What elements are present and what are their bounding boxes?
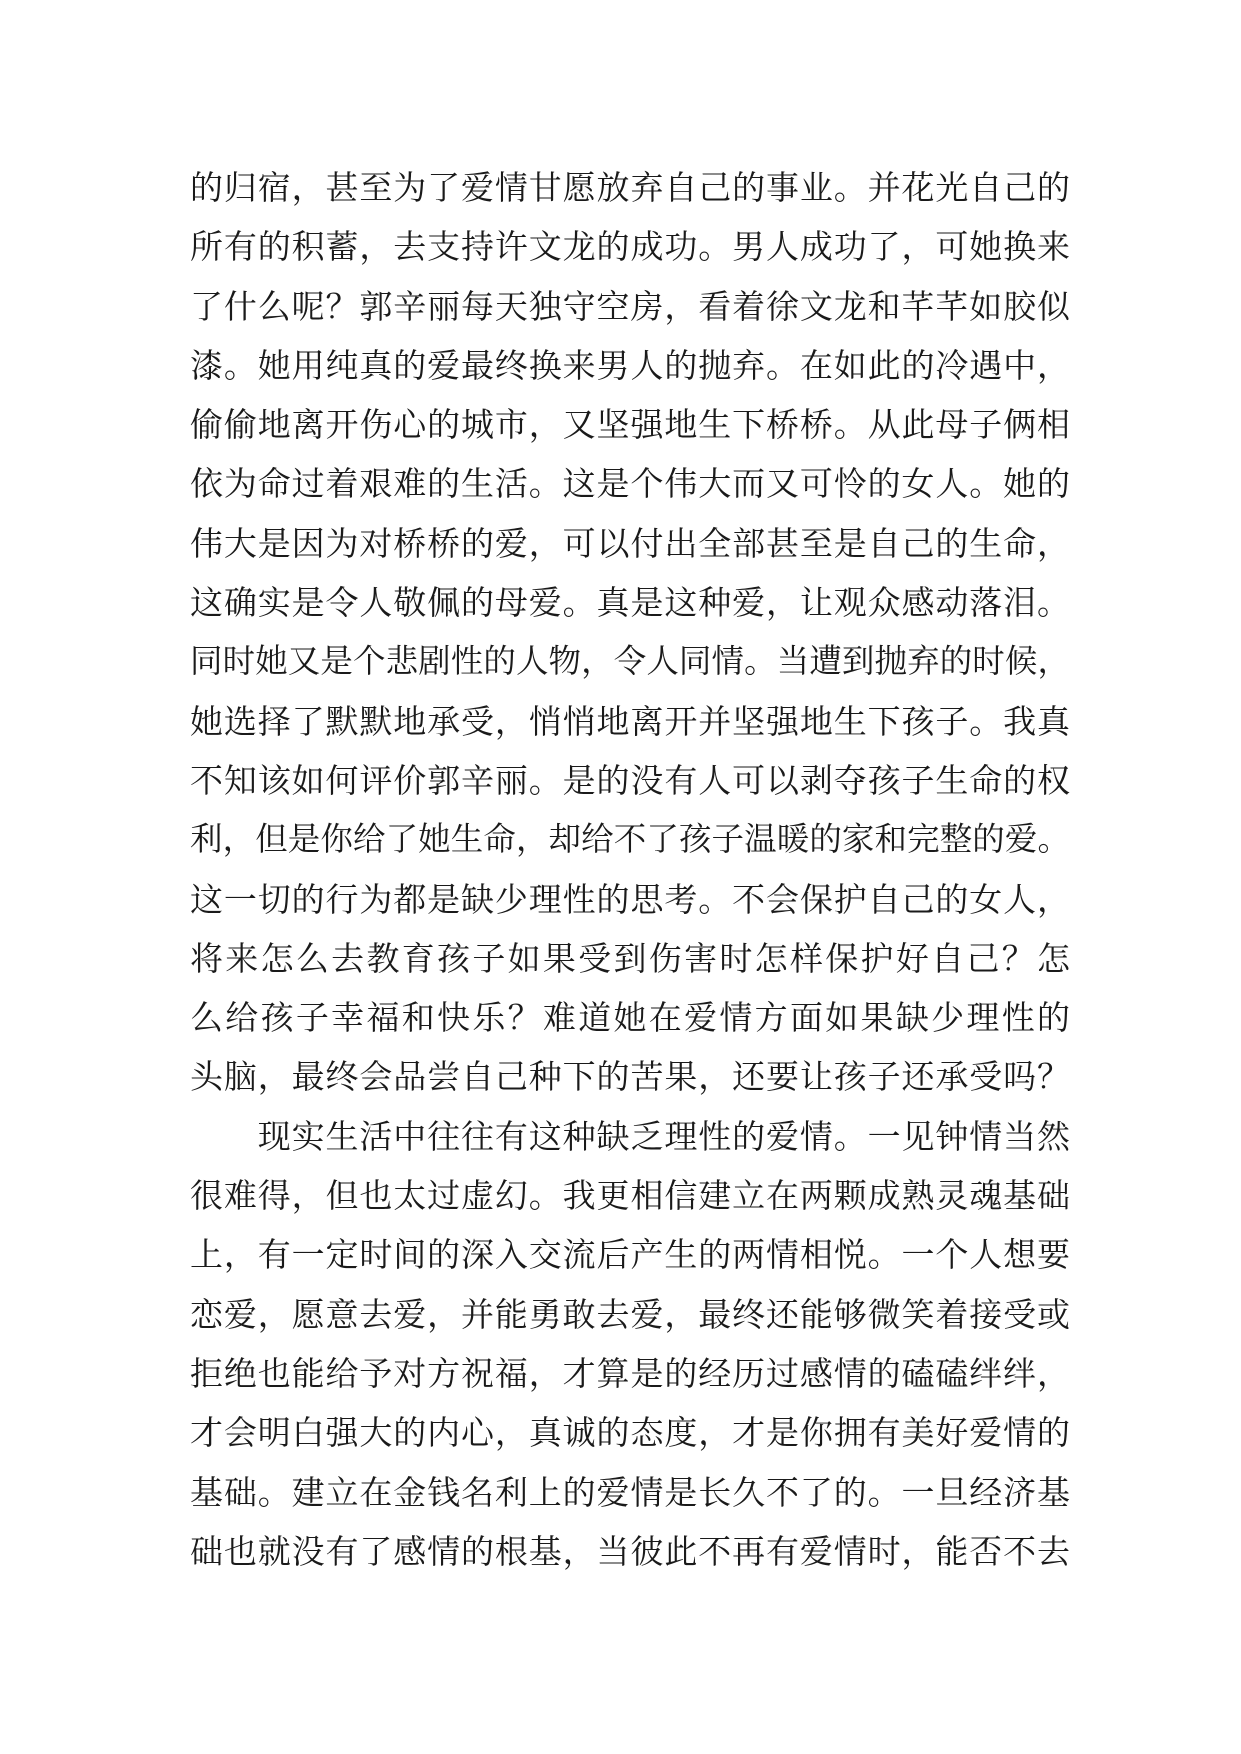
body-text: [190, 158, 1070, 1581]
text-line: 上，有一定时间的深入交流后产生的两情相悦。一个人想要: [190, 1235, 1070, 1275]
text-line: 所有的积蓄，去支持许文龙的成功。男人成功了，可她换来: [190, 227, 1070, 267]
text-line: 这确实是令人敬佩的母爱。真是这种爱，让观众感动落泪。: [190, 583, 1070, 623]
text-line: 她选择了默默地承受，悄悄地离开并坚强地生下孩子。我真: [190, 701, 1070, 741]
text-line: 利，但是你给了她生命，却给不了孩子温暖的家和完整的爱。: [190, 820, 1070, 859]
text-line: 了什么呢？郭辛丽每天独守空房，看着徐文龙和芊芊如胶似: [190, 286, 1070, 326]
text-line: 拒绝也能给予对方祝福，才算是的经历过感情的磕磕绊绊，: [190, 1353, 1070, 1393]
text-line: 么给孩子幸福和快乐？难道她在爱情方面如果缺少理性的: [190, 998, 1070, 1038]
text-line: 漆。她用纯真的爱最终换来男人的抛弃。在如此的冷遇中，: [190, 345, 1070, 385]
text-line: 不知该如何评价郭辛丽。是的没有人可以剥夺孩子生命的权: [190, 760, 1070, 800]
text-line: 才会明白强大的内心，真诚的态度，才是你拥有美好爱情的: [190, 1413, 1070, 1453]
text-line: 头脑，最终会品尝自己种下的苦果，还要让孩子还承受吗？: [190, 1057, 1070, 1097]
text-line: 伟大是因为对桥桥的爱，可以付出全部甚至是自己的生命，: [190, 523, 1070, 563]
text-line: 同时她又是个悲剧性的人物，令人同情。当遭到抛弃的时候，: [190, 642, 1070, 681]
text-line: 基础。建立在金钱名利上的爱情是长久不了的。一旦经济基: [190, 1472, 1070, 1512]
text-line: 很难得，但也太过虚幻。我更相信建立在两颗成熟灵魂基础: [190, 1176, 1070, 1216]
text-line: 恋爱，愿意去爱，并能勇敢去爱，最终还能够微笑着接受或: [190, 1294, 1070, 1334]
text-line: 偷偷地离开伤心的城市，又坚强地生下桥桥。从此母子俩相: [190, 405, 1070, 445]
text-line: 的归宿，甚至为了爱情甘愿放弃自己的事业。并花光自己的: [190, 168, 1070, 207]
text-line: 依为命过着艰难的生活。这是个伟大而又可怜的女人。她的: [190, 464, 1070, 504]
text-line: 这一切的行为都是缺少理性的思考。不会保护自己的女人，: [190, 879, 1070, 919]
text-line: 将来怎么去教育孩子如果受到伤害时怎样保护好自己？怎: [190, 938, 1070, 978]
text-line: 础也就没有了感情的根基，当彼此不再有爱情时，能否不去: [190, 1531, 1070, 1571]
paragraph-start-line: 现实生活中往往有这种缺乏理性的爱情。一见钟情当然: [190, 1116, 1070, 1156]
